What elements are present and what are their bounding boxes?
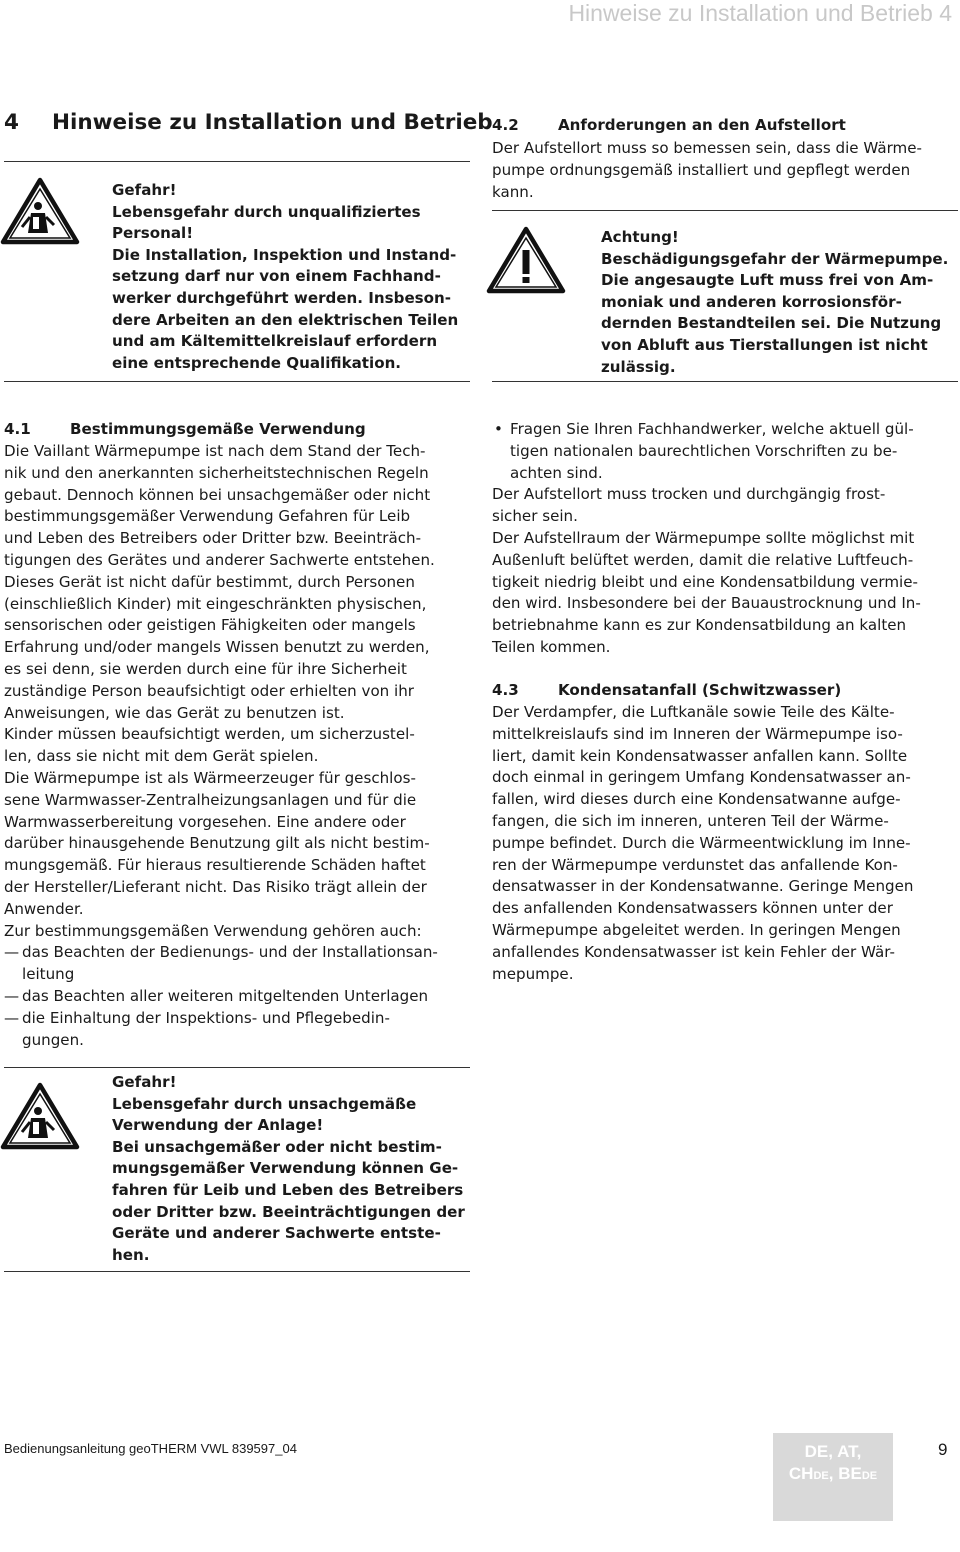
warning2-line: zulässig. [601,357,676,376]
dash-list-item: — die Einhaltung der Inspektions- und Pflegebedin- [4,1008,390,1027]
text-line: sensorischen oder geistigen Fähigkeiten oder mangels [4,616,416,635]
text-line: des anfallenden Kondensatwassers können unter der [492,899,893,918]
warning1-top-rule [4,161,470,162]
warning1-line: setzung darf nur von einem Fachhand- [112,267,441,286]
warning3-line: oder Dritter bzw. Beeinträchtigungen der [112,1202,465,1221]
dash-list-item: — das Beachten aller weiteren mitgeltenden Unterlagen [4,986,429,1005]
text-line: Der Aufstellort muss so bemessen sein, dass die Wärme- [492,139,922,157]
dash-list-item-cont: leitung [22,965,75,984]
warning1-line: Personal! [112,224,194,243]
text-line: darüber hinausgehende Benutzung gilt als nicht bestim- [4,834,430,853]
warning1-line: Gefahr! [112,181,177,199]
person-warning-triangle-icon [0,1082,80,1150]
warning2-top-rule [492,210,958,211]
text-line: Der Verdampfer, die Luftkanäle sowie Teile des Kälte- [492,703,895,721]
section-4-1-heading [4,420,366,438]
right-column-text [492,419,921,659]
text-line: Anweisungen, wie das Gerät zu benutzen ist. [4,703,345,722]
warning1-line: Lebensgefahr durch unqualifiziertes [112,202,421,221]
warning3-line: fahren für Leib und Leben des Betreibers [112,1180,464,1199]
warning1-text [112,180,458,374]
dash-list-item-cont: gungen. [22,1030,84,1049]
text-line: der Hersteller/Lieferant nicht. Das Risiko trägt allein der [4,877,427,896]
text-line: Dieses Gerät ist nicht dafür bestimmt, durch Personen [4,572,415,591]
warning3-top-rule [4,1067,470,1068]
text-line: ren der Wärmepumpe verdunstet das anfallende Kon- [492,855,898,874]
warning2-bottom-rule [492,381,958,382]
text-line: pumpe ordnungsgemäß installiert und gepflegt werden [492,160,911,179]
warning2-line: moniak und anderen korrosionsför- [601,292,902,311]
warning1-line: dere Arbeiten an den elektrischen Teilen [112,310,459,329]
text-line: liert, damit kein Kondensatwasser anfallen kann. Sollte [492,746,908,765]
warning3-line: mungsgemäßer Verwendung können Ge- [112,1159,459,1178]
country-code-box [773,1433,893,1521]
warning1-line: und am Kältemittelkreislauf erfordern [112,332,438,351]
text-line: betriebnahme kann es zur Kondensatbildung an kalten [492,616,907,635]
text-line: nik und den anerkannten sicherheitstechnischen Regeln [4,463,429,482]
bullet-item: • Fragen Sie Ihren Fachhandwerker, welche aktuell gül- [494,420,914,438]
bullet-item-cont: achten sind. [510,463,603,482]
warning1-line: werker durchgeführt werden. Insbeson- [112,288,452,307]
text-line: (einschließlich Kinder) mit eingeschränkten physischen, [4,594,427,613]
text-line: fangen, die sich im inneren, unteren Teil der Wärme- [492,811,889,830]
text-line: Außenluft belüftet werden, damit die relative Luftfeuch- [492,550,914,569]
text-line: Die Wärmepumpe ist als Wärmeerzeuger für geschlos- [4,768,416,787]
footer-manual-title: Bedienungsanleitung geoTHERM VWL 839597_04 [4,1441,297,1456]
text-line: Der Aufstellraum der Wärmepumpe sollte möglichst mit [492,528,915,547]
bullet-item-cont: tigen nationalen baurechtlichen Vorschriften zu be- [510,441,898,460]
text-line: fallen, wird dieses durch eine Kondensatwanne aufge- [492,790,901,809]
chapter-title: Hinweise zu Installation und Betrieb [52,110,493,135]
text-line: zuständige Person beaufsichtigt oder erhielten von ihr [4,681,415,700]
text-line: gebaut. Dennoch können bei unsachgemäßer oder nicht [4,485,431,504]
text-line: bestimmungsgemäßer Verwendung Gefahren für Leib [4,507,411,526]
warning3-line: Verwendung der Anlage! [112,1116,324,1135]
section-title: Kondensatanfall (Schwitzwasser) [558,681,842,699]
section-4-1-text [4,441,438,1051]
warning3-line: Lebensgefahr durch unsachgemäße [112,1094,417,1113]
text-line: tigungen des Gerätes und anderer Sachwerte entstehen. [4,550,435,569]
warning3-line: Geräte und anderer Sachwerte entste- [112,1224,441,1243]
warning3-line: hen. [112,1245,150,1264]
warning3-bottom-rule [4,1271,470,1272]
section-title: Anforderungen an den Aufstellort [558,116,846,134]
text-line: pumpe befindet. Durch die Wärmeentwicklung im Inne- [492,833,911,852]
text-line: Wärmepumpe abgeleitet werden. In geringen Mengen [492,920,901,939]
text-line: mepumpe. [492,964,574,983]
text-line: tigkeit niedrig bleibt und eine Kondensatbildung vermie- [492,572,918,591]
text-line: den wird. Insbesondere bei der Bauaustrocknung und In- [492,594,921,613]
section-4-2-text [492,138,922,203]
text-line: len, dass sie nicht mit dem Gerät spielen. [4,747,319,766]
text-line: sene Warmwasser-Zentralheizungsanlagen und für die [4,790,417,809]
chapter-heading [4,110,493,135]
text-line: densatwasser in der Kondensatwanne. Geringe Mengen [492,877,914,896]
section-number: 4.1 [4,420,31,438]
person-warning-triangle-icon [0,177,80,245]
warning2-text [601,227,948,378]
warning1-bottom-rule [4,381,470,382]
text-line: Die Vaillant Wärmepumpe ist nach dem Stand der Tech- [4,442,426,460]
warning2-line: von Abluft aus Tierstallungen ist nicht [601,335,928,354]
warning2-line: Beschädigungsgefahr der Wärmepumpe. [601,249,949,268]
section-number: 4.3 [492,681,519,699]
text-line: Der Aufstellort muss trocken und durchgängig frost- [492,485,886,504]
section-title: Bestimmungsgemäße Verwendung [70,420,366,438]
warning3-text [112,1072,465,1266]
text-line: kann. [492,182,534,201]
text-line: Erfahrung und/oder mangels Wissen benutzt zu werden, [4,638,430,657]
text-line: Teilen kommen. [492,637,611,656]
text-line: sicher sein. [492,507,578,526]
section-number: 4.2 [492,116,519,134]
text-line: anfallendes Kondensatwasser ist kein Fehler der Wär- [492,942,895,961]
country-line-2: CHDE, BEDE [788,1464,878,1483]
text-line: mittelkreislaufs sind im Inneren der Wärmepumpe iso- [492,724,903,743]
country-line-1: DE, AT, [804,1442,862,1461]
chapter-number: 4 [4,110,19,135]
text-line: Kinder müssen beaufsichtigt werden, um sicherzustel- [4,725,415,744]
exclamation-warning-triangle-icon [486,226,566,294]
text-line: doch einmal in geringem Umfang Kondensatwasser an- [492,768,911,787]
section-4-3-text [492,702,913,985]
warning3-line: Gefahr! [112,1073,177,1091]
dash-list-item: — das Beachten der Bedienungs- und der Installationsan- [4,943,438,962]
section-4-3-heading [492,681,841,699]
text-line: Warmwasserbereitung vorgesehen. Eine andere oder [4,812,406,831]
text-line: Anwender. [4,899,84,918]
warning1-line: Die Installation, Inspektion und Instand- [112,245,457,264]
section-4-2-heading [492,116,846,134]
text-line: Zur bestimmungsgemäßen Verwendung gehören auch: [4,921,422,940]
warning3-line: Bei unsachgemäßer oder nicht bestim- [112,1137,442,1156]
page-number: 9 [938,1440,948,1459]
text-line: mungsgemäß. Für hieraus resultierende Schäden haftet [4,856,426,875]
warning2-line: Die angesaugte Luft muss frei von Am- [601,271,934,290]
text-line: und Leben des Betreibers oder Dritter bzw. Beeinträch- [4,529,422,548]
warning2-line: dernden Bestandteilen sei. Die Nutzung [601,314,942,333]
warning1-line: eine entsprechende Qualifikation. [112,353,402,372]
running-header: Hinweise zu Installation und Betrieb 4 [568,0,952,26]
text-line: es sei denn, sie werden durch eine für ihre Sicherheit [4,659,407,678]
warning2-line: Achtung! [601,228,679,246]
